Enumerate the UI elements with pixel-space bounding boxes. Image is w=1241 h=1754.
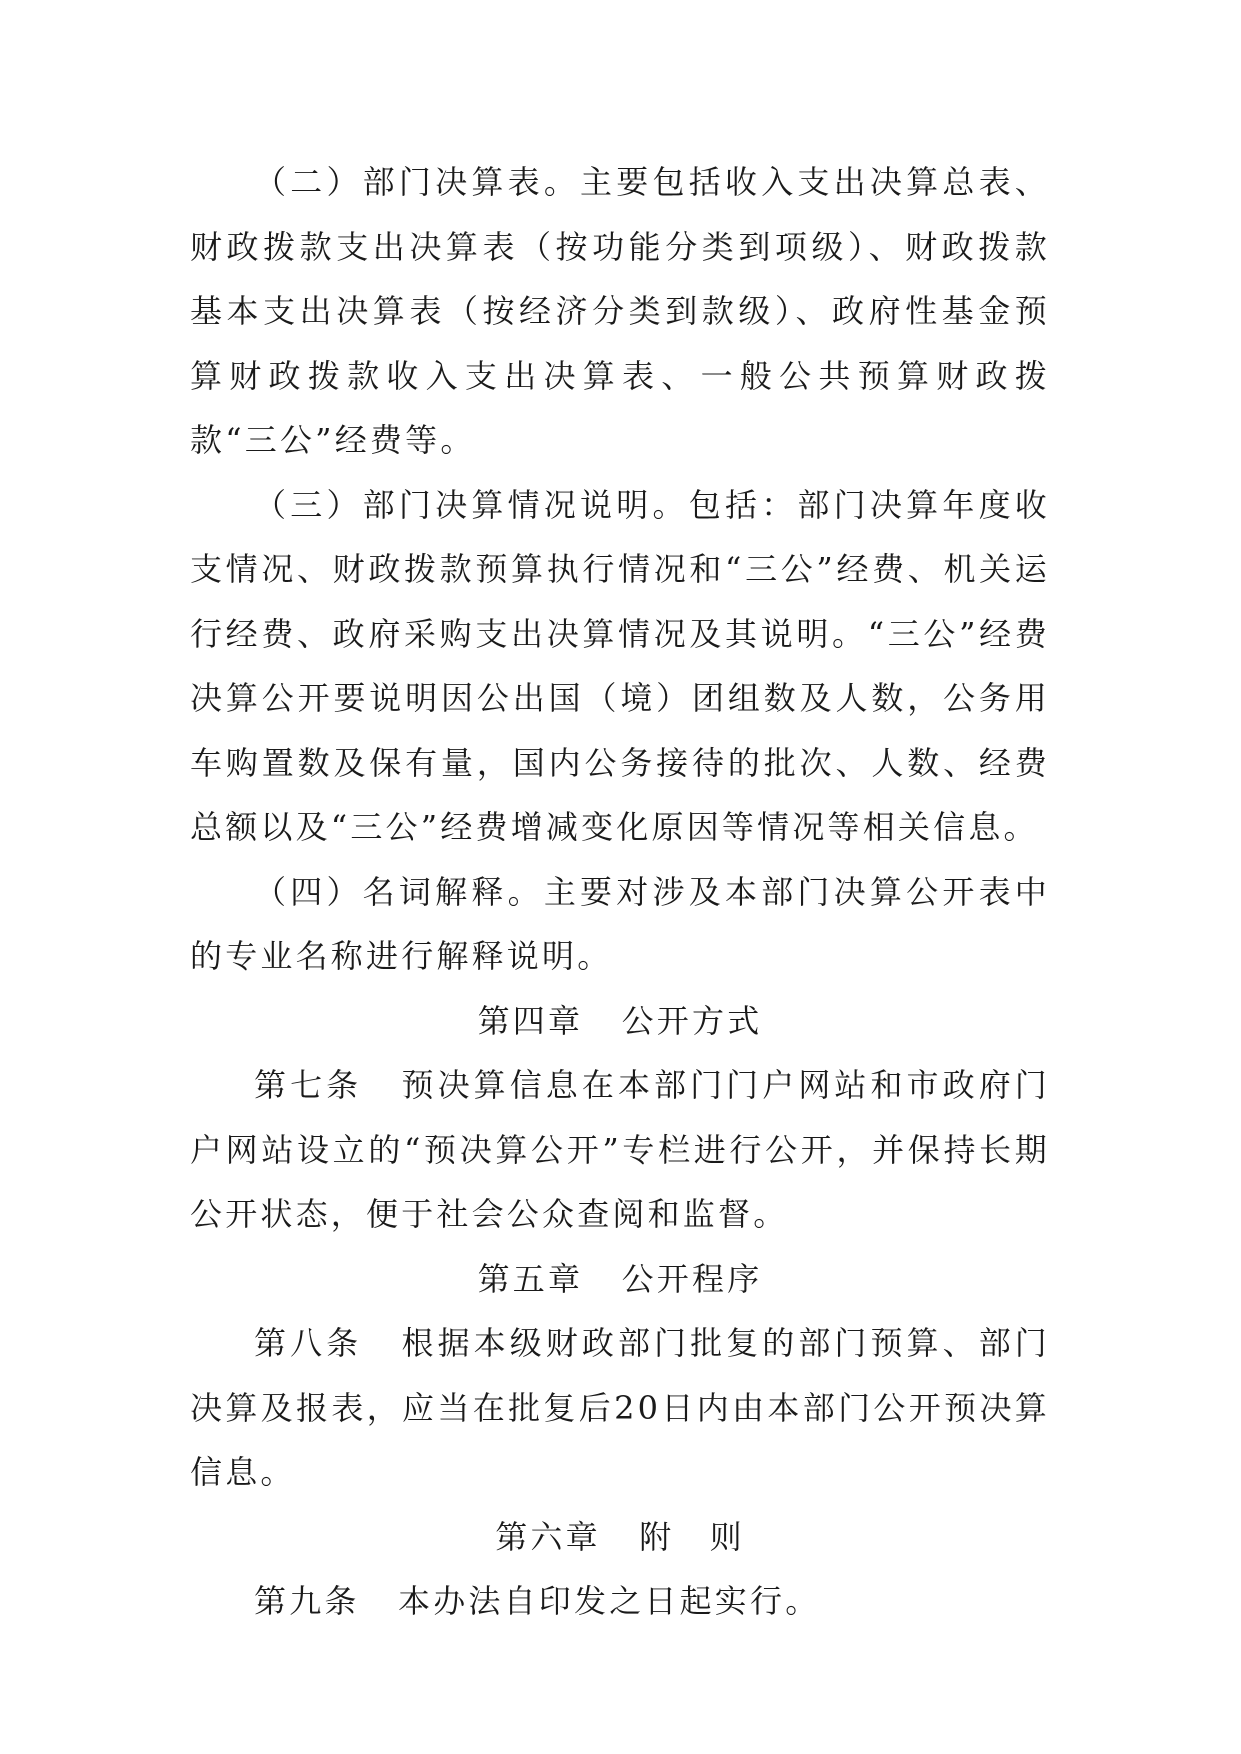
chapter-6-title: 第六章 xyxy=(495,1517,601,1556)
paragraph-section-4: （四）名词解释。主要对涉及本部门决算公开表中的专业名称进行解释说明。 xyxy=(190,872,1050,975)
article-9-text: 本办法自印发之日起实行。 xyxy=(398,1582,821,1620)
chapter-5-heading xyxy=(190,1247,1050,1312)
article-9-label: 第九条 xyxy=(254,1582,360,1620)
chapter-4-title: 第四章 xyxy=(477,1001,584,1040)
chapter-6-heading xyxy=(190,1505,1050,1570)
chapter-5-name: 公开程序 xyxy=(621,1259,763,1298)
document-page xyxy=(190,150,1050,1634)
article-7-text: 预决算信息在本部门门户网站和市政府门户网站设立的“预决算公开”专栏进行公开，并保持长期公开状态，便于社会公众查阅和监督。 xyxy=(190,1066,1050,1233)
chapter-4-heading xyxy=(190,989,1050,1054)
paragraph-section-3: （三）部门决算情况说明。包括：部门决算年度收支情况、财政拨款预算执行情况和“三公”经费、机关运行经费、政府采购支出决算情况及其说明。“三公”经费决算公开要说明因公出国（境）团组数及人数，公务用车购置数及保有量，国内公务接待的批次、人数、经费总额以及“三公”经费增减变化原因等情况等相关信息。 xyxy=(190,485,1050,846)
chapter-6-name: 附 则 xyxy=(639,1517,745,1556)
chapter-5-title: 第五章 xyxy=(477,1259,584,1298)
article-8 xyxy=(190,1311,1050,1505)
article-9 xyxy=(190,1569,1050,1634)
article-7-label: 第七条 xyxy=(254,1066,363,1104)
article-7 xyxy=(190,1053,1050,1247)
chapter-4-name: 公开方式 xyxy=(621,1001,763,1040)
article-8-text: 根据本级财政部门批复的部门预算、部门决算及报表，应当在批复后20日内由本部门公开预决算信息。 xyxy=(190,1324,1050,1491)
paragraph-section-2: （二）部门决算表。主要包括收入支出决算总表、财政拨款支出决算表（按功能分类到项级）、财政拨款基本支出决算表（按经济分类到款级）、政府性基金预算财政拨款收入支出决算表、一般公共预算财政拨款“三公”经费等。 xyxy=(190,163,1050,459)
article-8-label: 第八条 xyxy=(254,1324,363,1362)
